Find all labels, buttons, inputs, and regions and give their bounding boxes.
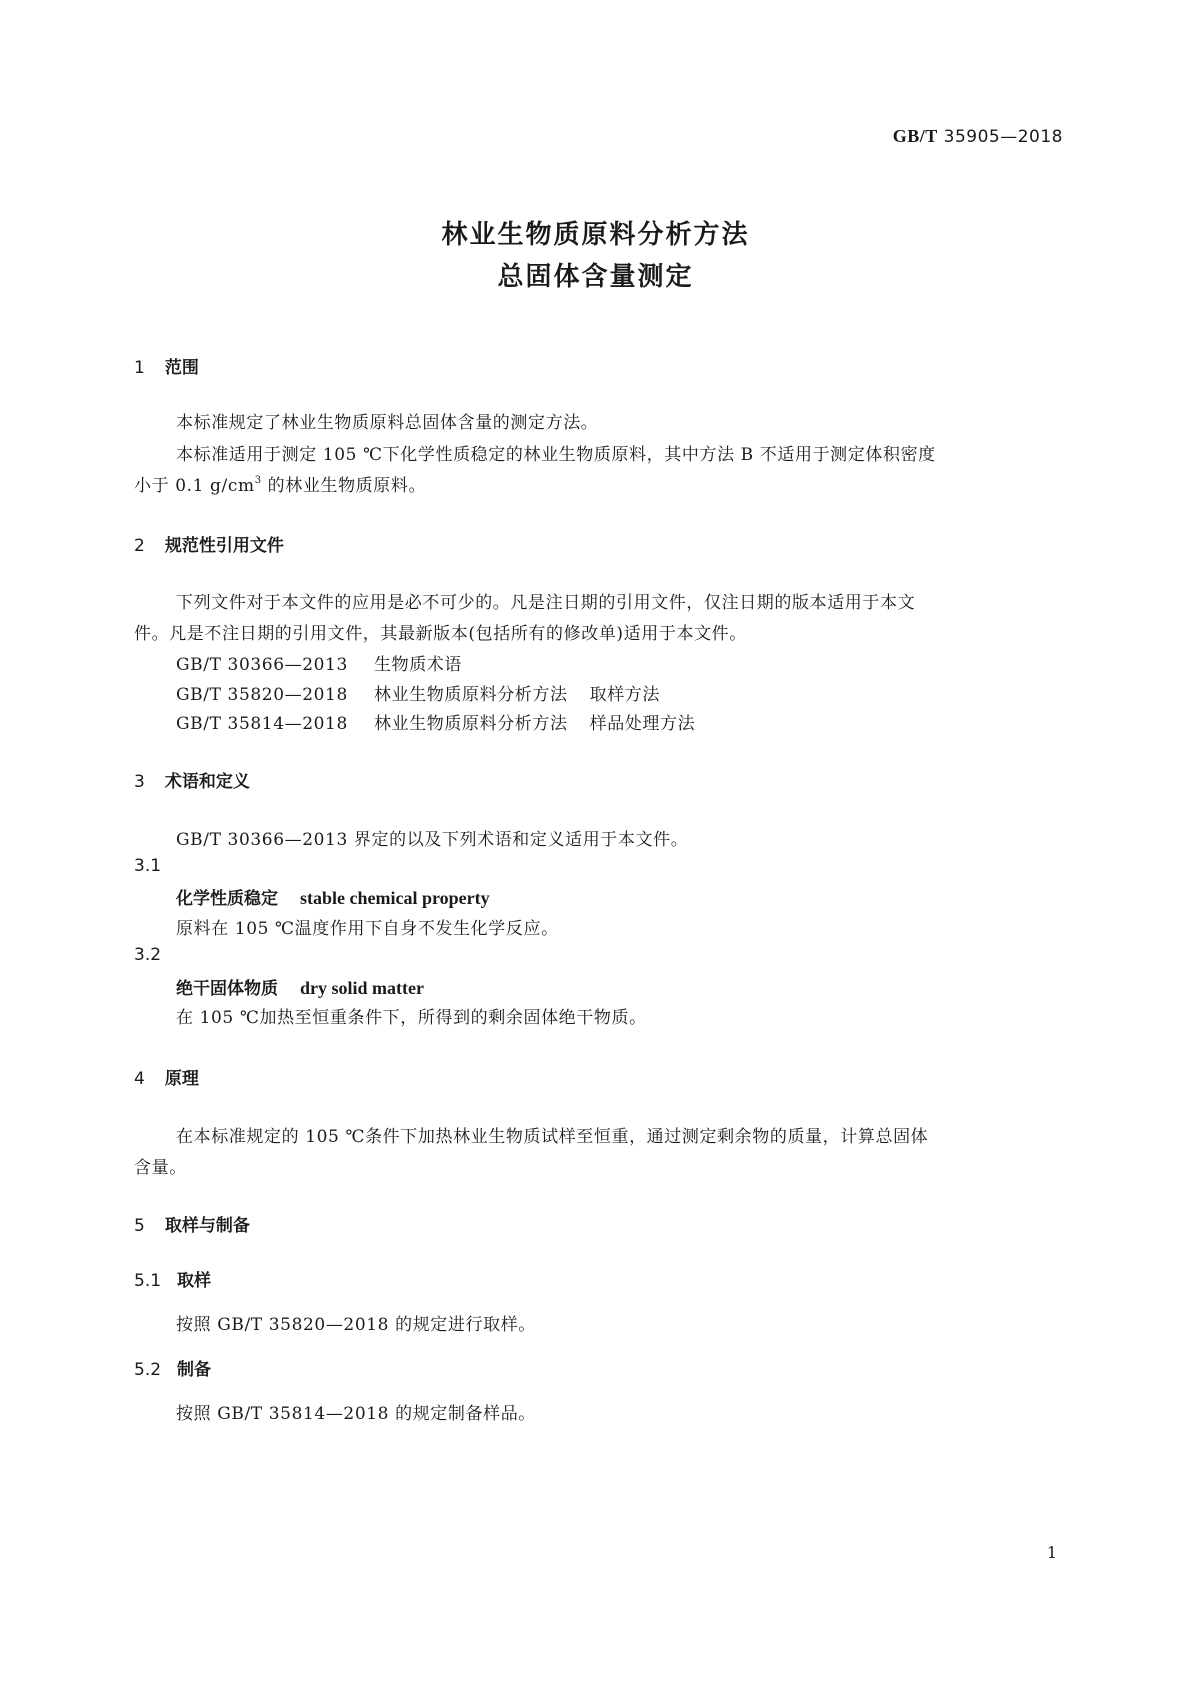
density-superscript: 3 <box>254 475 262 486</box>
reference-title: 生物质术语 <box>374 655 462 675</box>
section-1-heading <box>134 353 199 378</box>
subsection-number: 5.1 <box>134 1271 162 1291</box>
section-title: 范围 <box>164 358 199 378</box>
section-title: 取样与制备 <box>164 1216 250 1236</box>
section-4-paragraph-1: 在本标准规定的 105 ℃条件下加热林业生物质试样至恒重，通过测定剩余物的质量，计算总固体 <box>176 1127 929 1147</box>
section-3-heading <box>134 767 250 792</box>
subsection-5-1-heading <box>134 1266 211 1291</box>
term-chinese: 绝干固体物质 <box>176 979 278 999</box>
subsection-5-2-heading <box>134 1355 211 1380</box>
section-number: 2 <box>134 536 145 556</box>
reference-subtitle: 取样方法 <box>589 685 661 705</box>
term-number: 3.1 <box>134 856 162 876</box>
reference-code: GB/T 35814—2018 <box>176 714 348 734</box>
section-title: 规范性引用文件 <box>164 536 284 556</box>
term-heading <box>176 974 424 999</box>
section-1-paragraph-2: 本标准适用于测定 105 ℃下化学性质稳定的林业生物质原料，其中方法 B 不适用于测定体积密度 <box>176 445 936 465</box>
subsection-number: 5.2 <box>134 1360 162 1380</box>
reference-subtitle: 样品处理方法 <box>589 714 696 734</box>
section-2-paragraph-2: 件。凡是不注日期的引用文件，其最新版本(包括所有的修改单)适用于本文件。 <box>134 624 747 644</box>
document-title-line1: 林业生物质原料分析方法 <box>441 220 750 250</box>
reference-item <box>176 709 695 734</box>
density-text-tail: 的林业生物质原料。 <box>261 476 427 496</box>
page-number: 1 <box>1046 1543 1057 1562</box>
subsection-5-1-paragraph: 按照 GB/T 35820—2018 的规定进行取样。 <box>176 1315 536 1335</box>
subsection-5-2-paragraph: 按照 GB/T 35814—2018 的规定制备样品。 <box>176 1404 536 1424</box>
section-number: 5 <box>134 1216 145 1236</box>
section-title: 术语和定义 <box>164 772 250 792</box>
term-english: dry solid matter <box>300 978 424 998</box>
term-definition: 在 105 ℃加热至恒重条件下，所得到的剩余固体绝干物质。 <box>176 1008 647 1028</box>
reference-code: GB/T 30366—2013 <box>176 655 348 675</box>
reference-item <box>176 650 462 675</box>
section-3-paragraph-1: GB/T 30366—2013 界定的以及下列术语和定义适用于本文件。 <box>176 830 689 850</box>
section-1-paragraph-1: 本标准规定了林业生物质原料总固体含量的测定方法。 <box>176 413 599 433</box>
reference-code: GB/T 35820—2018 <box>176 685 348 705</box>
subsection-title: 制备 <box>177 1360 212 1380</box>
section-number: 4 <box>134 1069 145 1089</box>
term-number: 3.2 <box>134 945 162 965</box>
section-1-paragraph-3 <box>134 471 426 496</box>
reference-title: 林业生物质原料分析方法 <box>374 714 568 734</box>
section-4-heading <box>134 1064 199 1089</box>
section-2-heading <box>134 531 284 556</box>
density-text: 小于 0.1 g/cm <box>134 476 255 496</box>
term-chinese: 化学性质稳定 <box>176 889 278 909</box>
section-number: 3 <box>134 772 145 792</box>
reference-title: 林业生物质原料分析方法 <box>374 685 568 705</box>
section-number: 1 <box>134 358 145 378</box>
subsection-title: 取样 <box>177 1271 212 1291</box>
standard-number <box>893 126 1063 147</box>
section-4-paragraph-2: 含量。 <box>134 1158 187 1178</box>
term-definition: 原料在 105 ℃温度作用下自身不发生化学反应。 <box>176 919 559 939</box>
section-title: 原理 <box>164 1069 199 1089</box>
term-english: stable chemical property <box>300 888 490 908</box>
standard-code: 35905—2018 <box>943 127 1063 147</box>
section-2-paragraph-1: 下列文件对于本文件的应用是必不可少的。凡是注日期的引用文件，仅注日期的版本适用于本文 <box>176 593 916 613</box>
standard-prefix: GB/T <box>892 126 938 146</box>
document-title-line2: 总固体含量测定 <box>497 262 694 292</box>
reference-item <box>176 680 660 705</box>
term-heading <box>176 884 490 909</box>
section-5-heading <box>134 1211 250 1236</box>
